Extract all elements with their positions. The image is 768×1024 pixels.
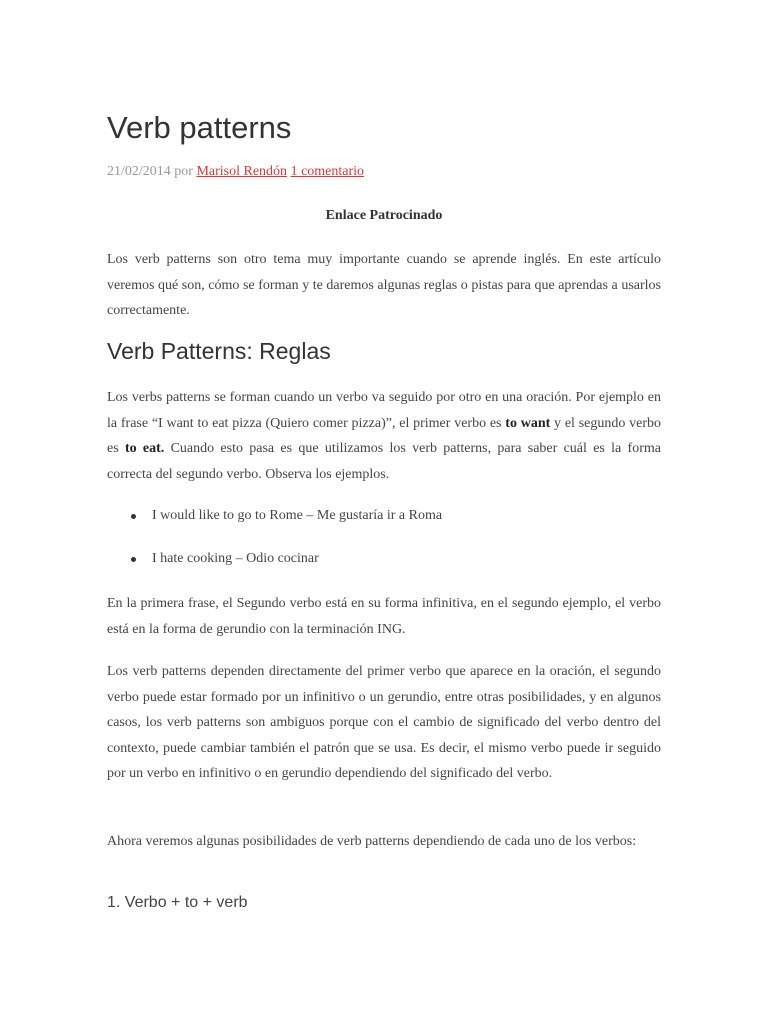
comments-link[interactable]: 1 comentario	[290, 164, 365, 179]
sponsored-label: Enlace Patrocinado	[325, 208, 443, 223]
intro-paragraph: Los verb patterns son otro tema muy importante cuando se aprende inglés. En este artículo veremos qué son, cómo se forman y te daremos algunas reglas o pistas para que aprendas a usarlos correctamente.	[107, 252, 661, 318]
forms-paragraph: En la primera frase, el Segundo verbo está en su forma infinitiva, en el segundo ejemplo, el verbo está en la forma de gerundio con la terminación ING.	[107, 596, 661, 637]
article-title: Verb patterns	[107, 110, 292, 145]
rules-bold-to-want: to want	[505, 415, 551, 431]
rules-bold-to-eat: to eat.	[124, 441, 165, 456]
example-text: I hate cooking – Odio cocinar	[152, 551, 319, 566]
rules-text-2: y el segundo verbo es	[107, 415, 661, 456]
article-meta	[107, 162, 364, 182]
depends-paragraph: Los verb patterns dependen directamente del primer verbo que aparece en la oración, el segundo verbo puede estar formado por un infinitivo o un gerundio, entre otras posibilidades, y en algunos casos, los verb patterns son ambiguos porque con el cambio de significado del verbo dentro del contexto, puede cambiar también el patrón que se usa. Es decir, el mismo verbo puede ir seguido por un verbo en infinitivo o en gerundio dependiendo del significado del verbo.	[107, 664, 661, 781]
subheading: 1. Verbo + to + verb	[107, 894, 248, 911]
author-link[interactable]: Marisol Rendón	[196, 164, 288, 179]
rules-text-3: Cuando esto pasa es que utilizamos los verb patterns, para saber cuál es la forma correcta del segundo verbo. Observa los ejemplos.	[107, 441, 661, 482]
examples-list	[107, 503, 661, 589]
next-paragraph: Ahora veremos algunas posibilidades de verb patterns dependiendo de cada uno de los verbos:	[107, 834, 637, 849]
list-item	[107, 546, 661, 589]
section-heading: Verb Patterns: Reglas	[107, 338, 331, 364]
post-date: 21/02/2014	[107, 164, 171, 179]
rules-paragraph	[107, 385, 661, 487]
by-label: por	[174, 164, 193, 179]
list-item	[107, 503, 661, 546]
rules-text-1: Los verbs patterns se forman cuando un verbo va seguido por otro en una oración. Por ejemplo en la frase “I want to eat pizza (Quiero comer pizza)”, el primer verbo es	[107, 390, 661, 431]
bullet-icon	[131, 557, 136, 562]
example-text: I would like to go to Rome – Me gustaría ir a Roma	[152, 508, 443, 523]
bullet-icon	[131, 514, 136, 519]
